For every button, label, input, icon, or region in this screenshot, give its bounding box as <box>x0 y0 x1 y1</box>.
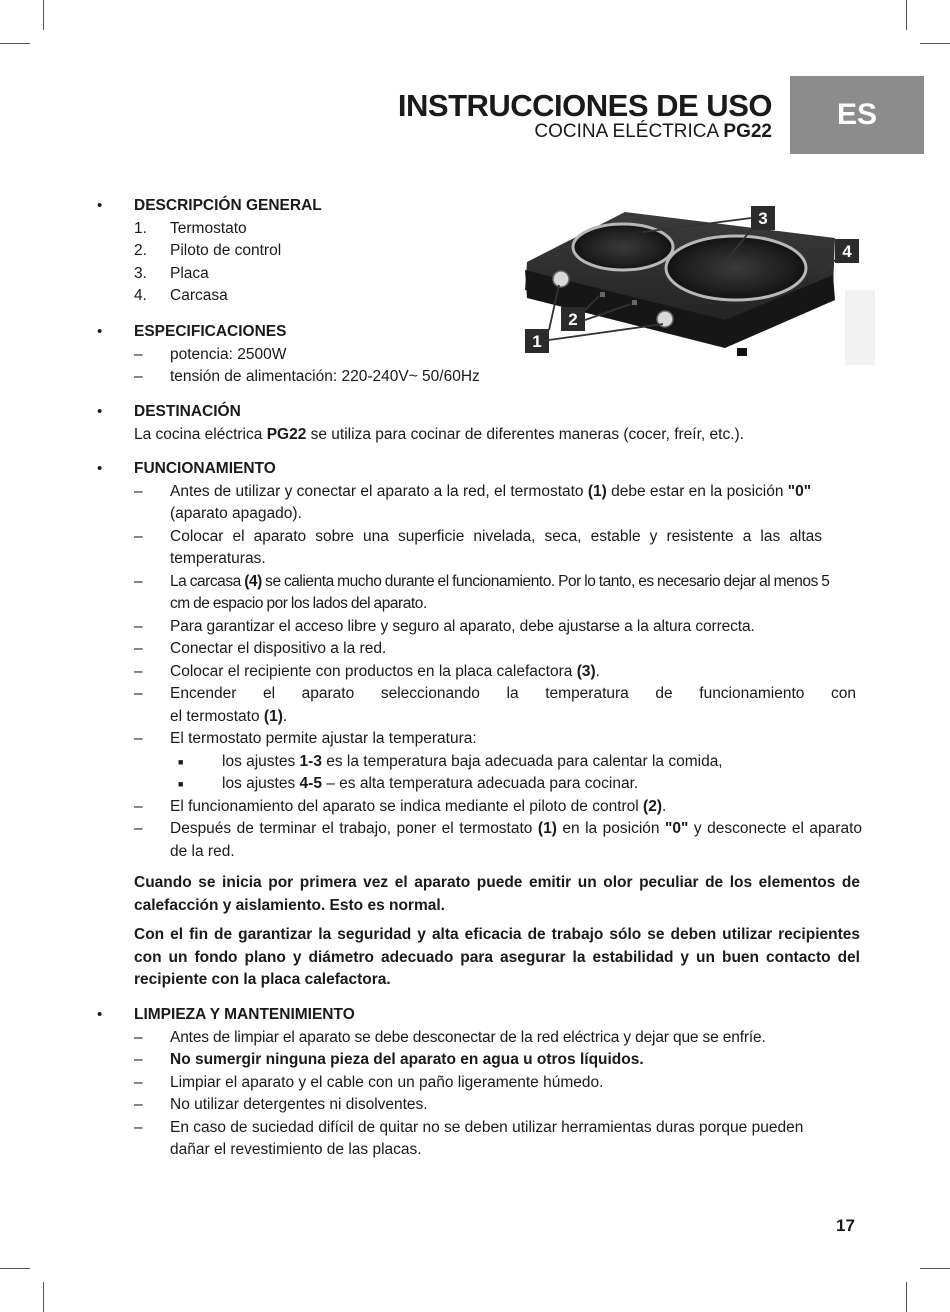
text-run: los ajustes <box>222 775 300 792</box>
list-item <box>134 638 862 661</box>
list-number: 1. <box>134 219 147 237</box>
crop-mark <box>920 1268 950 1269</box>
callout-label-4: 4 <box>842 242 852 261</box>
section-heading: LIMPIEZA Y MANTENIMIENTO <box>134 1006 355 1023</box>
dash: – <box>134 820 143 837</box>
page-number: 17 <box>836 1216 855 1235</box>
crop-mark <box>43 0 44 30</box>
list-text <box>134 751 862 774</box>
list-text: En caso de suciedad difícil de quitar no se deben utilizar herramientas duras porque pueden dañar el revestimiento de las placas. <box>170 1118 804 1158</box>
list-item <box>134 1117 862 1162</box>
list-text-continued <box>134 706 862 729</box>
list-item <box>134 728 862 751</box>
dash: – <box>134 482 143 500</box>
list-number: 4. <box>134 287 147 304</box>
dash: – <box>134 572 143 590</box>
list-item <box>134 285 862 308</box>
list-text: Termostato <box>170 219 247 237</box>
bullet: • <box>97 403 103 420</box>
text-bold: "0" <box>665 820 689 837</box>
list-item <box>134 218 862 241</box>
callout-label-3: 3 <box>758 209 768 228</box>
dash: – <box>134 1073 143 1091</box>
list-item <box>134 796 862 819</box>
dash: – <box>134 662 143 680</box>
text-bold: (1) <box>587 482 607 500</box>
text-bold: (1) <box>537 820 557 837</box>
dash: – <box>134 1118 143 1136</box>
list-text <box>134 796 862 819</box>
list-item <box>134 263 862 286</box>
text-run: es la temperatura baja adecuada para calentar la comida, <box>321 752 723 770</box>
list-text <box>134 773 862 796</box>
list-item <box>134 240 862 263</box>
section-operation <box>134 458 862 863</box>
text-run: . <box>282 707 288 725</box>
sub-list-item <box>134 751 862 774</box>
section-heading: DESCRIPCIÓN GENERAL <box>134 197 322 214</box>
list-text: Conectar el dispositivo a la red. <box>170 640 387 657</box>
text-run: La carcasa <box>170 572 245 590</box>
page-title: INSTRUCCIONES DE USO <box>397 88 772 123</box>
callout-label-2: 2 <box>568 310 578 329</box>
list-item <box>134 1094 862 1117</box>
text-bold: 4-5 <box>299 775 322 792</box>
dash: – <box>134 368 143 385</box>
text-bold: (4) <box>244 572 262 590</box>
dash: – <box>134 640 143 657</box>
list-item <box>134 818 862 863</box>
list-text: No sumergir ninguna pieza del aparato en agua u otros líquidos. <box>170 1051 644 1068</box>
crop-mark <box>43 1282 44 1312</box>
list-number: 3. <box>134 264 147 282</box>
list-text: Carcasa <box>170 287 228 304</box>
list-item <box>134 526 862 571</box>
bullet: • <box>97 197 103 214</box>
text-run: . <box>595 662 600 680</box>
crop-mark <box>906 0 907 30</box>
list-text: Para garantizar el acceso libre y seguro al aparato, debe ajustarse a la altura correcta. <box>170 617 755 635</box>
crop-mark <box>920 43 950 44</box>
list-item <box>134 683 862 728</box>
list-item <box>134 616 862 639</box>
text-run: Después de terminar el trabajo, poner el termostato <box>170 820 538 837</box>
text-run: el termostato <box>170 707 264 725</box>
section-general-description <box>134 195 862 308</box>
section-heading: FUNCIONAMIENTO <box>134 460 276 477</box>
section-specifications <box>134 321 862 389</box>
dash: – <box>134 685 143 702</box>
list-text <box>134 818 862 863</box>
text-run: se calienta mucho durante el funcionamiento. Por lo tanto, es necesario dejar al menos 5 cm de espacio por los lados del aparato. <box>170 572 830 612</box>
dash: – <box>134 797 143 815</box>
list-text: Piloto de control <box>170 242 282 259</box>
dash: – <box>134 1028 143 1046</box>
dash: – <box>134 617 143 635</box>
list-text: Limpiar el aparato y el cable con un paño ligeramente húmedo. <box>170 1073 604 1091</box>
text-run: Colocar el recipiente con productos en la placa calefactora <box>170 662 577 680</box>
model-name: PG22 <box>266 425 307 443</box>
text-run: en la posición <box>556 820 666 837</box>
text-bold: (2) <box>643 797 662 815</box>
text-run: . <box>662 797 667 815</box>
list-text <box>134 571 830 616</box>
text-run: El funcionamiento del aparato se indica mediante el piloto de control <box>170 797 644 815</box>
language-badge: ES <box>790 76 924 154</box>
list-item <box>134 344 862 367</box>
list-text: Placa <box>170 264 209 282</box>
list-text: El termostato permite ajustar la temperatura: <box>170 730 477 747</box>
text-run: – es alta temperatura adecuada para cocinar. <box>321 775 639 792</box>
list-item <box>134 1049 862 1072</box>
destination-text <box>134 424 862 447</box>
list-text <box>134 481 824 526</box>
subtitle-prefix: COCINA ELÉCTRICA <box>534 121 719 142</box>
text-run: los ajustes <box>222 752 300 770</box>
crop-mark <box>906 1282 907 1312</box>
list-item <box>134 661 862 684</box>
dash: – <box>134 1096 143 1113</box>
list-item <box>134 481 862 526</box>
list-text: Colocar el aparato sobre una superficie nivelada, seca, estable y resistente a las altas temperaturas. <box>170 527 822 567</box>
section-heading: DESTINACIÓN <box>134 403 241 420</box>
text-bold: (1) <box>263 707 283 725</box>
sub-list-item <box>134 773 862 796</box>
list-text: tensión de alimentación: 220-240V~ 50/60Hz <box>170 368 480 385</box>
section-cleaning <box>134 1004 862 1162</box>
dash: – <box>134 1051 143 1068</box>
text-run: se utiliza para cocinar de diferentes maneras (cocer, freír, etc.). <box>306 425 744 443</box>
square-bullet: ■ <box>178 756 184 767</box>
text-run: debe estar en la posición <box>606 482 788 500</box>
crop-mark <box>0 1268 30 1269</box>
page-subtitle <box>534 121 772 143</box>
text-run: Antes de utilizar y conectar el aparato a la red, el termostato <box>170 482 588 500</box>
list-text: potencia: 2500W <box>170 345 287 363</box>
list-text: Antes de limpiar el aparato se debe desconectar de la red eléctrica y dejar que se enfríe. <box>170 1028 766 1046</box>
list-item <box>134 366 862 389</box>
subtitle-model: PG22 <box>723 121 772 142</box>
dash: – <box>134 345 143 363</box>
dash: – <box>134 527 143 545</box>
section-destination <box>134 401 862 446</box>
bullet: • <box>97 460 103 477</box>
text-run: y desconecte el aparato de la red. <box>170 820 862 860</box>
list-item <box>134 1027 862 1050</box>
list-item <box>134 1072 862 1095</box>
text-run: (aparato apagado). <box>170 505 302 522</box>
bullet: • <box>97 323 103 340</box>
dash: – <box>134 730 143 747</box>
text-run: La cocina eléctrica <box>134 425 267 443</box>
list-item <box>134 571 862 616</box>
text-bold: (3) <box>576 662 596 680</box>
callout-label-1: 1 <box>532 332 542 351</box>
section-heading: ESPECIFICACIONES <box>134 323 287 340</box>
crop-mark <box>0 43 30 44</box>
notice-safety: Con el fin de garantizar la seguridad y alta eficacia de trabajo sólo se deben utilizar recipientes con un fondo plano y diámetro adecuado para asegurar la estabilidad y un buen contacto del recipiente con la placa calefactora. <box>134 926 860 988</box>
bullet: • <box>97 1006 103 1023</box>
list-text: Encender el aparato seleccionando la temperatura de funcionamiento con <box>170 685 856 702</box>
text-bold: 1-3 <box>299 752 322 770</box>
list-text: No utilizar detergentes ni disolventes. <box>170 1096 428 1113</box>
text-bold: "0" <box>787 482 812 500</box>
square-bullet: ■ <box>178 779 184 789</box>
list-number: 2. <box>134 242 147 259</box>
list-text <box>134 661 862 684</box>
notice-first-use: Cuando se inicia por primera vez el aparato puede emitir un olor peculiar de los elementos de calefacción y aislamiento. Esto es normal. <box>134 874 860 914</box>
